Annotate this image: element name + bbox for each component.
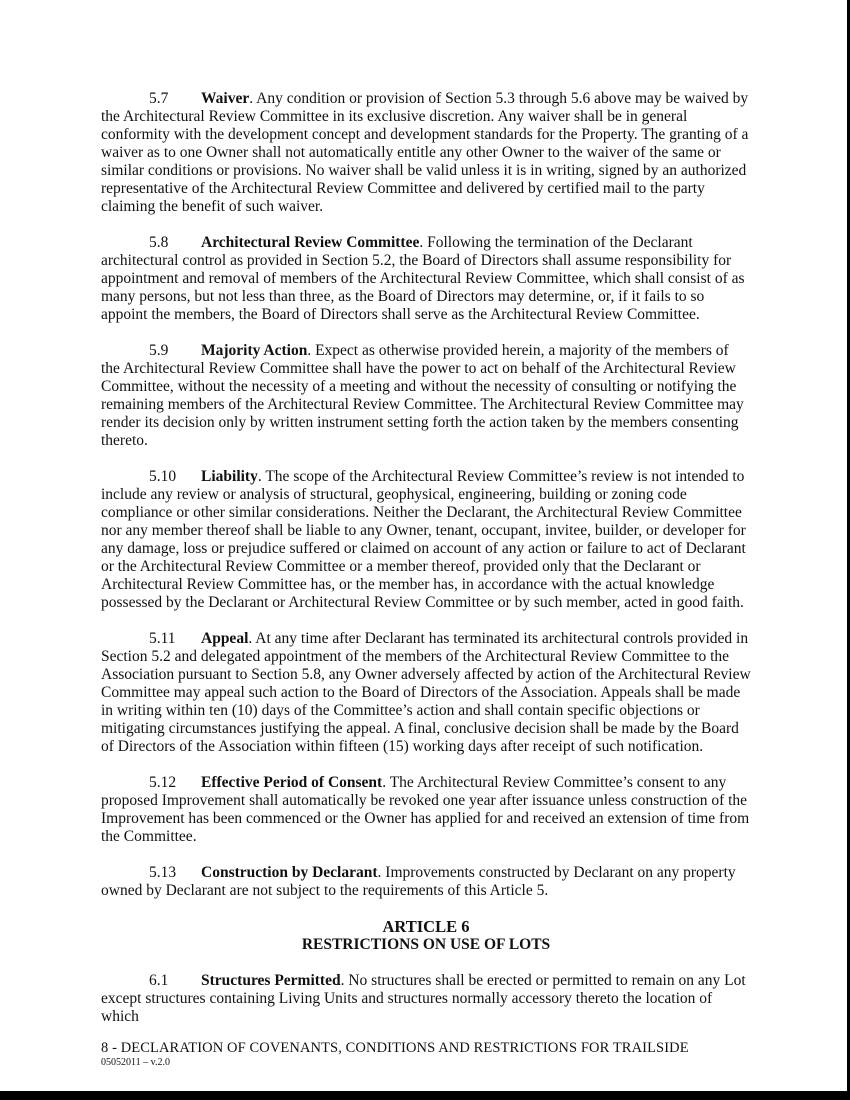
section-5-12: 5.12 Effective Period of Consent. The Architectural Review Committee’s consent to any proposed Improvement shall automatically be revoked one year after issuance unless construction of the Improvement has been commenced or the Owner has applied for and received an extension of time from the Committee. [101,774,750,845]
section-heading: Majority Action [201,342,308,359]
section-text: The scope of the Architectural Review Committee’s review is not intended to include any review or analysis of structural, geophysical, engineering, building or zoning code compliance or other similar considerations. Neither the Declarant, the Architectural Review Committee nor any member thereof shall be liable to any Owner, tenant, occupant, invitee, builder, or developer for any damage, loss or prejudice suffered or claimed on account of any action or failure to act of Declarant or the Architectural Review Committee or a member thereof, provided only that the Declarant or Architectural Review Committee has, or the member has, in accordance with the actual knowledge possessed by the Declarant or Architectural Review Committee or by such member, acted in good faith. [101,468,746,611]
footer-title: 8 - DECLARATION OF COVENANTS, CONDITIONS AND RESTRICTIONS FOR TRAILSIDE [101,1040,689,1056]
footer-version: 05052011 – v.2.0 [101,1057,170,1068]
section-heading: Architectural Review Committee [201,234,420,251]
section-text: Expect as otherwise provided herein, a majority of the members of the Architectural Review Committee shall have the power to act on behalf of the Architectural Review Committee, without the necessity of a meeting and without the necessity of consulting or notifying the remaining members of the Architectural Review Committee. The Architectural Review Committee may render its decision only by written instrument setting forth the action taken by the members consenting thereto. [101,342,744,449]
section-text: At any time after Declarant has terminated its architectural controls provided in Section 5.2 and delegated appointment of the members of the Architectural Review Committee to the Association pursuant to Section 5.8, any Owner adversely affected by action of the Architectural Review Committee may appeal such action to the Board of Directors of the Association. Appeals shall be made in writing within ten (10) days of the Committee’s action and shall contain specific objections or mitigating circumstances justifying the appeal. A final, conclusive decision shall be made by the Board of Directors of the Association within fifteen (15) working days after receipt of such notification. [101,630,751,755]
section-number: 5.13 [149,864,177,881]
section-text: Following the termination of the Declarant architectural control as provided in Section 5.2, the Board of Directors shall assume responsibility for appointment and removal of members of the Architectural Review Committee, which shall consist of as many persons, but not less than three, as the Board of Directors may determine, or, if it fails to so appoint the members, the Board of Directors shall serve as the Architectural Review Committee. [101,234,745,323]
section-number: 5.9 [149,342,169,359]
section-number: 5.10 [149,468,177,485]
section-heading: Liability [201,468,258,485]
section-text: No structures shall be erected or permitted to remain on any Lot except structures containing Living Units and structures normally accessory thereto the location of which [101,972,746,1025]
section-5-7: 5.7 Waiver. Any condition or provision of Section 5.3 through 5.6 above may be waived by the Architectural Review Committee in its exclusive discretion. Any waiver shall be in general conformity with the development concept and development standards for the Property. The granting of a waiver as to one Owner shall not automatically entitle any other Owner to the waiver of the same or similar conditions or provisions. No waiver shall be valid unless it is in writing, signed by an authorized representative of the Architectural Review Committee and delivered by certified mail to the party claiming the benefit of such waiver. [101,90,749,215]
section-text: The Architectural Review Committee’s consent to any proposed Improvement shall automatically be revoked one year after issuance unless construction of the Improvement has been commenced or the Owner has applied for and received an extension of time from the Committee. [101,774,750,845]
document-body [101,90,751,1044]
section-heading: Waiver [201,90,250,107]
section-5-13: 5.13 Construction by Declarant. Improvements constructed by Declarant on any property owned by Declarant are not subject to the requirements of this Article 5. [101,864,736,899]
section-number: 5.8 [149,234,169,251]
section-heading: Effective Period of Consent [201,774,383,791]
section-6-1: 6.1 Structures Permitted. No structures shall be erected or permitted to remain on any Lot except structures containing Living Units and structures normally accessory thereto the location of which [101,972,746,1025]
section-5-11: 5.11 Appeal. At any time after Declarant has terminated its architectural controls provided in Section 5.2 and delegated appointment of the members of the Architectural Review Committee to the Association pursuant to Section 5.8, any Owner adversely affected by action of the Architectural Review Committee may appeal such action to the Board of Directors of the Association. Appeals shall be made in writing within ten (10) days of the Committee’s action and shall contain specific objections or mitigating circumstances justifying the appeal. A final, conclusive decision shall be made by the Board of Directors of the Association within fifteen (15) working days after receipt of such notification. [101,630,751,755]
section-heading: Structures Permitted [201,972,341,989]
section-5-8: 5.8 Architectural Review Committee. Following the termination of the Declarant architectural control as provided in Section 5.2, the Board of Directors shall assume responsibility for appointment and removal of members of the Architectural Review Committee, which shall consist of as many persons, but not less than three, as the Board of Directors may determine, or, if it fails to so appoint the members, the Board of Directors shall serve as the Architectural Review Committee. [101,234,745,323]
article-heading [101,918,751,954]
section-number: 6.1 [149,972,169,989]
section-text: Improvements constructed by Declarant on any property owned by Declarant are not subject to the requirements of this Article 5. [101,864,736,899]
section-number: 5.11 [149,630,176,647]
section-text: Any condition or provision of Section 5.3 through 5.6 above may be waived by the Architectural Review Committee in its exclusive discretion. Any waiver shall be in general conformity with the development concept and development standards for the Property. The granting of a waiver as to one Owner shall not automatically entitle any other Owner to the waiver of the same or similar conditions or provisions. No waiver shall be valid unless it is in writing, signed by an authorized representative of the Architectural Review Committee and delivered by certified mail to the party claiming the benefit of such waiver. [101,90,749,215]
section-5-9: 5.9 Majority Action. Expect as otherwise provided herein, a majority of the members of the Architectural Review Committee shall have the power to act on behalf of the Architectural Review Committee, without the necessity of a meeting and without the necessity of consulting or notifying the remaining members of the Architectural Review Committee. The Architectural Review Committee may render its decision only by written instrument setting forth the action taken by the members consenting thereto. [101,342,744,449]
article-title: ARTICLE 6 [382,917,470,936]
page-edge-bottom [0,1091,850,1100]
section-heading: Appeal [201,630,249,647]
section-heading: Construction by Declarant [201,864,378,881]
article-subtitle: RESTRICTIONS ON USE OF LOTS [301,936,551,953]
page-footer [101,1040,741,1070]
section-5-10: 5.10 Liability. The scope of the Architectural Review Committee’s review is not intended to include any review or analysis of structural, geophysical, engineering, building or zoning code compliance or other similar considerations. Neither the Declarant, the Architectural Review Committee nor any member thereof shall be liable to any Owner, tenant, occupant, invitee, builder, or developer for any damage, loss or prejudice suffered or claimed on account of any action or failure to act of Declarant or the Architectural Review Committee or a member thereof, provided only that the Declarant or Architectural Review Committee has, or the member has, in accordance with the actual knowledge possessed by the Declarant or Architectural Review Committee or by such member, acted in good faith. [101,468,746,611]
section-number: 5.7 [149,90,169,107]
section-number: 5.12 [149,774,177,791]
